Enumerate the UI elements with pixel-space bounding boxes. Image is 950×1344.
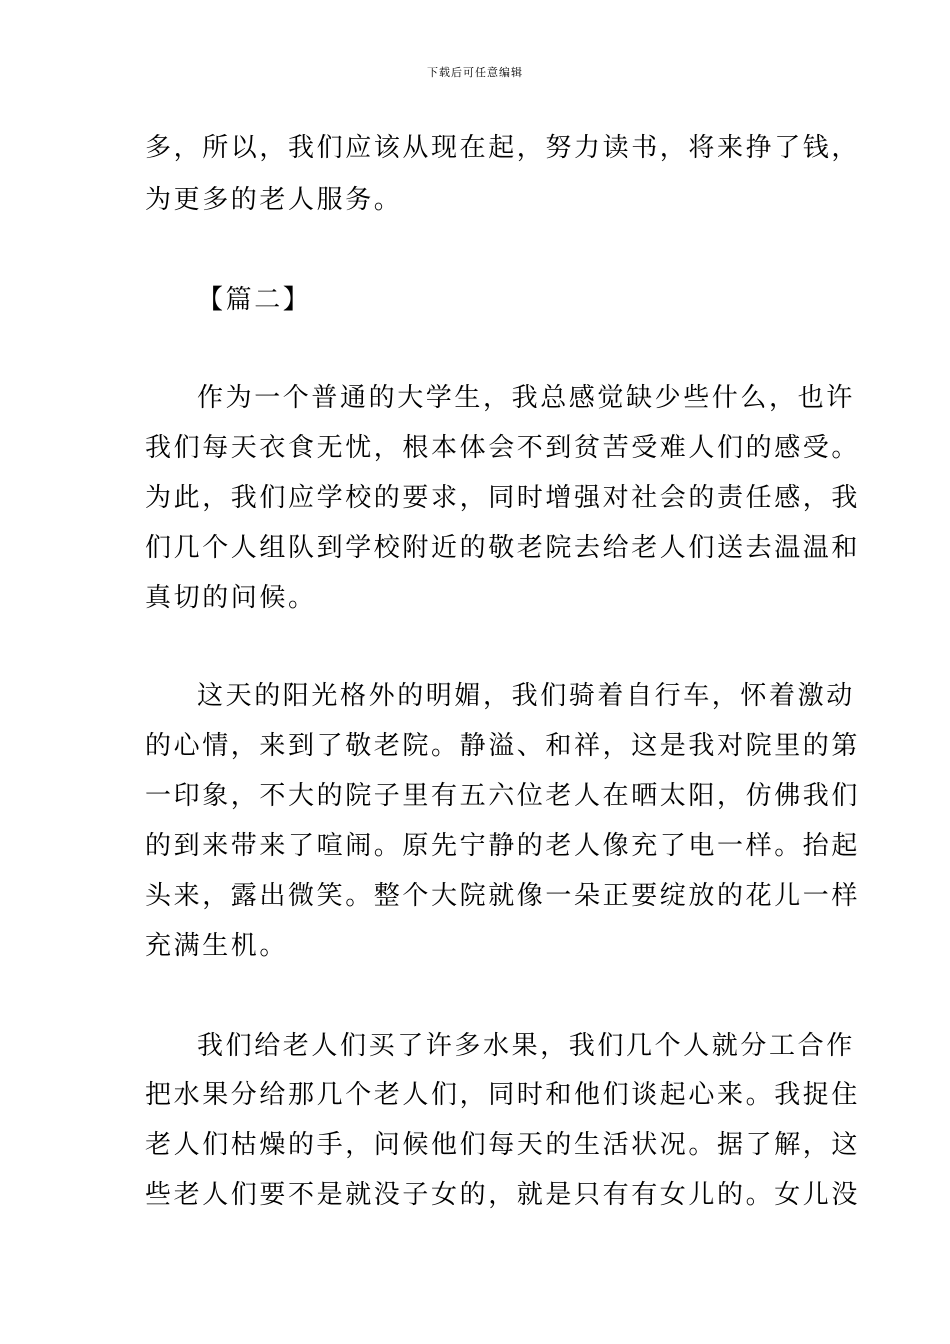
text-line: 些老人们要不是就没子女的，就是只有有女儿的。女儿没 xyxy=(145,1180,861,1210)
text-line: 们几个人组队到学校附近的敬老院去给老人们送去温温和 xyxy=(145,533,861,563)
text-line: 作为一个普通的大学生，我总感觉缺少些什么，也许 xyxy=(197,383,855,413)
page-header: 下载后可任意编辑 xyxy=(427,66,523,79)
text-line: 老人们枯燥的手，问候他们每天的生活状况。据了解，这 xyxy=(145,1130,861,1160)
text-line: 真切的问候。 xyxy=(145,583,317,613)
text-line: 多，所以，我们应该从现在起，努力读书，将来挣了钱， xyxy=(145,133,861,163)
text-line: 头来，露出微笑。整个大院就像一朵正要绽放的花儿一样 xyxy=(145,881,861,911)
text-line: 这天的阳光格外的明媚，我们骑着自行车，怀着激动 xyxy=(197,681,855,711)
text-line: 的到来带来了喧闹。原先宁静的老人像充了电一样。抬起 xyxy=(145,831,861,861)
text-line: 把水果分给那几个老人们，同时和他们谈起心来。我捉住 xyxy=(145,1080,861,1110)
text-line: 我们每天衣食无忧，根本体会不到贫苦受难人们的感受。 xyxy=(145,433,861,463)
text-line: 为此，我们应学校的要求，同时增强对社会的责任感，我 xyxy=(145,483,861,513)
text-line: 为更多的老人服务。 xyxy=(145,185,403,215)
text-line: 我们给老人们买了许多水果，我们几个人就分工合作 xyxy=(197,1031,855,1061)
section-heading: 【篇二】 xyxy=(197,285,312,315)
text-line: 充满生机。 xyxy=(145,931,289,961)
text-line: 的心情，来到了敬老院。静溢、和祥，这是我对院里的第 xyxy=(145,731,861,761)
text-line: 一印象，不大的院子里有五六位老人在晒太阳，仿佛我们 xyxy=(145,781,861,811)
